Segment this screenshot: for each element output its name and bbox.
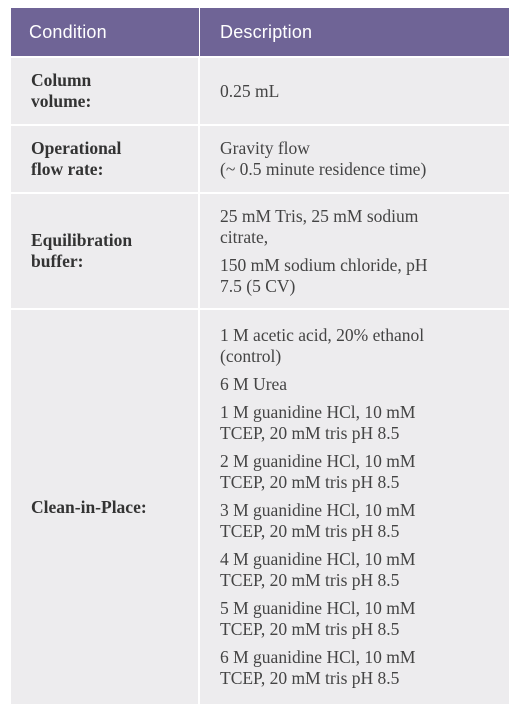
description-line: 3 M guanidine HCl, 10 mM (220, 500, 416, 520)
description-paragraph (220, 206, 501, 248)
description-line: 7.5 (5 CV) (220, 275, 296, 296)
description-line: 150 mM sodium chloride, pH (220, 254, 428, 275)
condition-description (200, 58, 509, 124)
label-line: Column (31, 70, 92, 90)
description-paragraph (220, 325, 501, 367)
condition-label (11, 310, 200, 704)
description-line: TCEP, 20 mM tris pH 8.5 (220, 521, 400, 541)
conditions-table (11, 8, 509, 704)
description-line: 0.25 mL (220, 80, 280, 101)
description-line: 6 M Urea (220, 374, 288, 394)
description-paragraph (220, 451, 501, 493)
condition-label (11, 58, 200, 124)
condition-label (11, 194, 200, 308)
description-line: TCEP, 20 mM tris pH 8.5 (220, 668, 400, 688)
description-line: TCEP, 20 mM tris pH 8.5 (220, 570, 400, 590)
description-line: 5 M guanidine HCl, 10 mM (220, 598, 416, 618)
description-line: citrate, (220, 226, 269, 247)
description-paragraph (220, 598, 501, 640)
table-row (11, 56, 509, 124)
description-paragraph (220, 402, 501, 444)
condition-description (200, 126, 509, 192)
condition-description (200, 310, 509, 704)
description-line: 1 M acetic acid, 20% ethanol (220, 325, 425, 345)
label-line: flow rate: (31, 159, 104, 179)
condition-label (11, 126, 200, 192)
table-row (11, 124, 509, 192)
description-paragraph (220, 255, 501, 297)
description-paragraph (220, 138, 501, 180)
label-line: buffer: (31, 251, 84, 271)
label-line: volume: (31, 91, 92, 111)
description-line: (control) (220, 346, 282, 366)
description-line: 2 M guanidine HCl, 10 mM (220, 451, 416, 471)
description-line: 1 M guanidine HCl, 10 mM (220, 402, 416, 422)
table-header (11, 8, 509, 56)
header-condition: Condition (11, 8, 200, 56)
description-paragraph (220, 374, 501, 395)
table-row (11, 308, 509, 704)
description-line: 6 M guanidine HCl, 10 mM (220, 647, 416, 667)
label-line: Clean-in-Place: (31, 496, 147, 517)
description-line: 4 M guanidine HCl, 10 mM (220, 549, 416, 569)
description-paragraph (220, 549, 501, 591)
description-line: 25 mM Tris, 25 mM sodium (220, 205, 419, 226)
description-line: TCEP, 20 mM tris pH 8.5 (220, 619, 400, 639)
description-line: Gravity flow (220, 138, 310, 158)
label-line: Operational (31, 138, 122, 158)
description-line: TCEP, 20 mM tris pH 8.5 (220, 472, 400, 492)
header-description: Description (220, 21, 313, 42)
condition-description (200, 194, 509, 308)
description-paragraph (220, 647, 501, 689)
description-line: TCEP, 20 mM tris pH 8.5 (220, 423, 400, 443)
label-line: Equilibration (31, 230, 133, 250)
description-paragraph (220, 500, 501, 542)
description-paragraph (220, 81, 501, 102)
table-row (11, 192, 509, 308)
description-line: (~ 0.5 minute residence time) (220, 159, 427, 179)
